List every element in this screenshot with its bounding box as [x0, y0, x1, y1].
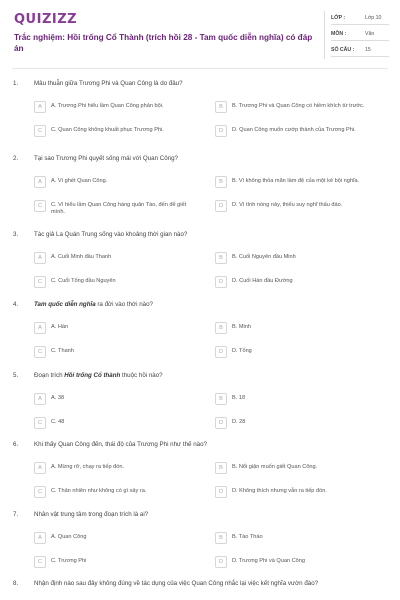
option-letter-box: C [34, 417, 46, 429]
option-letter-box: B [215, 101, 227, 113]
meta-row-count [331, 43, 389, 57]
option-b[interactable] [215, 392, 380, 408]
option-letter-box: D [215, 556, 227, 568]
worksheet-header [0, 0, 400, 68]
option-letter-box: B [215, 322, 227, 334]
option-letter-box: A [34, 176, 46, 188]
option-text: B. Minh [232, 324, 251, 330]
quizizz-logo: QUIZIZZ [14, 12, 78, 27]
option-letter-box: A [34, 532, 46, 544]
question-text: Đoạn trích Hồi trống Cổ thành thuộc hồi nào? [34, 372, 163, 379]
option-text: D. 28 [232, 419, 246, 425]
option-c[interactable] [34, 555, 199, 571]
option-text: D. Cuối Hán đầu Đường [232, 278, 293, 284]
meta-value: Văn [365, 31, 375, 37]
option-text: D. Quan Công muốn cướp thành của Trương Phi. [232, 127, 356, 133]
option-text: B. Vì không thỏa mãn làm đệ của một kẻ bội nghĩa. [232, 178, 360, 184]
option-text: C. Cuối Tống đầu Nguyên [51, 278, 116, 284]
option-letter-box: D [215, 346, 227, 358]
option-c[interactable] [34, 124, 199, 140]
option-letter-box: B [215, 393, 227, 405]
option-text: A. Cuối Minh đầu Thanh [51, 254, 112, 260]
option-d[interactable] [215, 555, 380, 571]
option-text: C. Thanh [51, 348, 74, 354]
meta-key: LỚP : [331, 15, 346, 21]
option-c[interactable] [34, 485, 199, 501]
option-letter-box: B [215, 176, 227, 188]
option-text: A. Mừng rỡ, chạy ra tiếp đón. [51, 464, 125, 470]
option-letter-box: C [34, 125, 46, 137]
option-text: B. Trương Phi và Quan Công có hiềm khích từ trước. [232, 103, 365, 109]
option-text: C. Trương Phi [51, 558, 87, 564]
option-a[interactable] [34, 100, 199, 116]
option-letter-box: D [215, 486, 227, 498]
option-text: D. Trương Phi và Quan Công [232, 558, 306, 564]
question-number: 4. [13, 301, 19, 308]
option-text: C. Quan Công không khuất phục Trương Phi. [51, 127, 164, 133]
option-a[interactable] [34, 392, 199, 408]
option-d[interactable] [215, 345, 380, 361]
question-text: Tác giả La Quán Trung sống vào khoảng thời gian nào? [34, 231, 188, 238]
question-text: Mâu thuẫn giữa Trương Phi và Quan Công là do đâu? [34, 80, 183, 87]
option-text: A. 38 [51, 395, 65, 401]
option-b[interactable] [215, 321, 380, 337]
option-letter-box: A [34, 462, 46, 474]
question-number: 1. [13, 80, 19, 87]
option-text: A. Trương Phi hiểu lầm Quan Công phản bội. [51, 103, 164, 109]
option-b[interactable] [215, 100, 380, 116]
option-text: A. Vì ghét Quan Công. [51, 178, 108, 184]
option-letter-box: D [215, 200, 227, 212]
option-letter-box: B [215, 462, 227, 474]
meta-key: SỐ CÂU : [331, 47, 355, 53]
option-text: D. Không thích nhưng vẫn ra tiếp đón. [232, 488, 327, 494]
option-c[interactable] [34, 416, 199, 432]
question-number: 7. [13, 511, 19, 518]
question-number: 5. [13, 372, 19, 379]
option-text: A. Quan Công [51, 534, 87, 540]
header-divider [12, 68, 388, 69]
option-c[interactable] [34, 275, 199, 291]
option-text: D. Tống [232, 348, 252, 354]
option-a[interactable] [34, 531, 199, 547]
meta-info-box [324, 11, 388, 59]
question-text: Tam quốc diễn nghĩa ra đời vào thời nào? [34, 301, 153, 308]
option-letter-box: A [34, 322, 46, 334]
meta-row-class [331, 11, 389, 25]
option-a[interactable] [34, 251, 199, 267]
option-c[interactable] [34, 199, 199, 215]
option-text: B. Nổi giận muốn giết Quan Công. [232, 464, 318, 470]
option-text: C. Thản nhiên như không có gì xảy ra. [51, 488, 147, 494]
option-a[interactable] [34, 321, 199, 337]
option-text: B. Tào Tháo [232, 534, 263, 540]
option-a[interactable] [34, 175, 199, 191]
option-letter-box: D [215, 276, 227, 288]
option-letter-box: A [34, 393, 46, 405]
option-b[interactable] [215, 175, 380, 191]
option-letter-box: C [34, 486, 46, 498]
option-b[interactable] [215, 251, 380, 267]
option-text: A. Hán [51, 324, 69, 330]
option-letter-box: D [215, 417, 227, 429]
option-letter-box: B [215, 532, 227, 544]
option-letter-box: D [215, 125, 227, 137]
question-text: Nhận định nào sau đây không đúng về tác dụng của việc Quan Công nhắc lại việc kết nghĩa vườn đào? [34, 580, 319, 587]
option-letter-box: C [34, 276, 46, 288]
question-text: Nhân vật trung tâm trong đoạn trích là ai? [34, 511, 149, 518]
meta-value: 15 [365, 47, 371, 53]
option-text: B. 18 [232, 395, 246, 401]
option-d[interactable] [215, 275, 380, 291]
question-text: Tại sao Trương Phi quyết sống mái với Quan Công? [34, 155, 178, 162]
option-d[interactable] [215, 199, 380, 215]
question-text: Khi thấy Quan Công đến, thái độ của Trương Phi như thế nào? [34, 441, 207, 448]
option-text: C. Vì hiểu lầm Quan Công hàng quân Tào, đến để giết mình. [51, 202, 187, 215]
option-a[interactable] [34, 461, 199, 477]
meta-key: MÔN : [331, 31, 347, 37]
option-text: B. Cuối Nguyên đầu Minh [232, 254, 296, 260]
option-b[interactable] [215, 461, 380, 477]
option-c[interactable] [34, 345, 199, 361]
option-letter-box: C [34, 346, 46, 358]
option-letter-box: A [34, 252, 46, 264]
option-b[interactable] [215, 531, 380, 547]
question-number: 3. [13, 231, 19, 238]
worksheet-title: Trắc nghiệm: Hồi trống Cổ Thành (trích hồi 28 - Tam quốc diễn nghĩa) có đáp án [14, 33, 313, 53]
question-number: 2. [13, 155, 19, 162]
option-text: C. 48 [51, 419, 65, 425]
meta-row-subject [331, 27, 389, 41]
question-number: 8. [13, 580, 19, 587]
option-letter-box: B [215, 252, 227, 264]
question-number: 6. [13, 441, 19, 448]
option-letter-box: A [34, 101, 46, 113]
option-text: D. Vì tính nóng nảy, thiếu suy nghĩ thấu đáo. [232, 202, 343, 208]
option-letter-box: C [34, 556, 46, 568]
option-d[interactable] [215, 485, 380, 501]
option-d[interactable] [215, 416, 380, 432]
meta-value: Lớp 10 [365, 15, 382, 21]
option-d[interactable] [215, 124, 380, 140]
option-letter-box: C [34, 200, 46, 212]
